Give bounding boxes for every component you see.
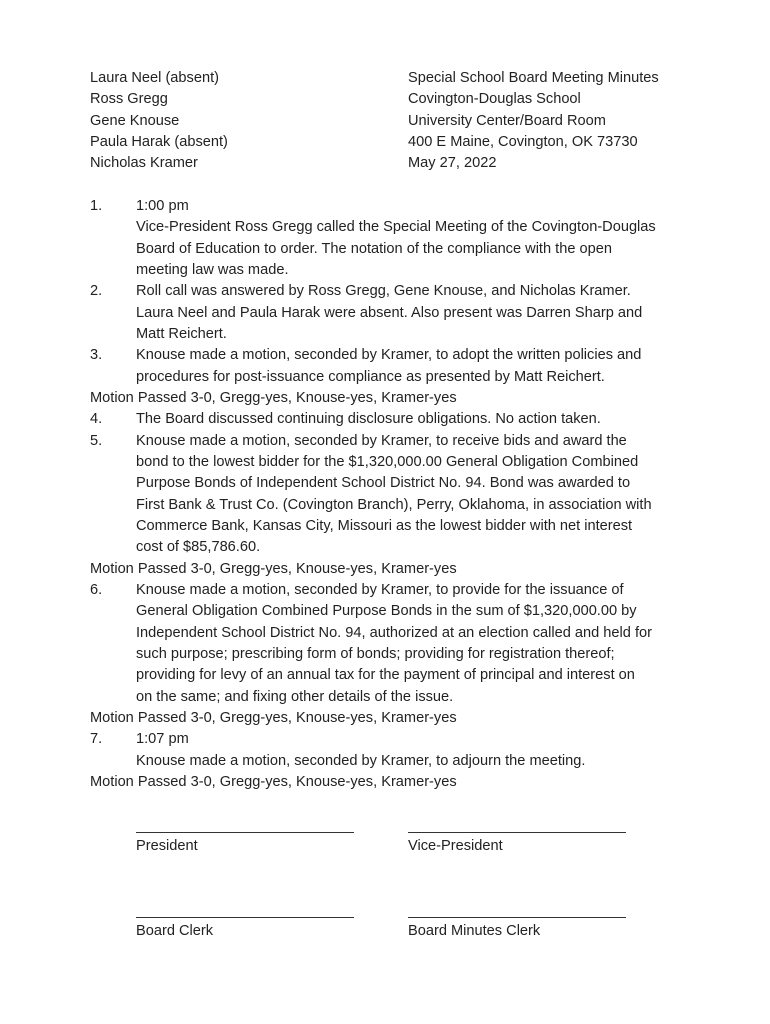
motion-result: Motion Passed 3-0, Gregg-yes, Knouse-yes, Kramer-yes: [90, 561, 457, 577]
item-text-line: Board of Education to order. The notation of the compliance with the open: [136, 241, 612, 257]
item-text-line: 1:00 pm: [136, 198, 189, 214]
item-text-line: The Board discussed continuing disclosure obligations. No action taken.: [136, 411, 601, 427]
item-text-line: Laura Neel and Paula Harak were absent. Also present was Darren Sharp and: [136, 305, 643, 321]
item-number: 1.: [90, 198, 103, 214]
minutes-clerk-label: Board Minutes Clerk: [408, 923, 541, 939]
item-text-line: on the same; and fixing other details of the issue.: [136, 689, 454, 705]
item-text-line: meeting law was made.: [136, 262, 289, 278]
item-number: 7.: [90, 731, 103, 747]
attendee-name: Laura Neel (absent): [90, 70, 219, 86]
item-number: 4.: [90, 411, 103, 427]
motion-result: Motion Passed 3-0, Gregg-yes, Knouse-yes, Kramer-yes: [90, 390, 457, 406]
item-number: 6.: [90, 582, 103, 598]
item-text-line: Commerce Bank, Kansas City, Missouri as the lowest bidder with net interest: [136, 518, 633, 534]
motion-result: Motion Passed 3-0, Gregg-yes, Knouse-yes, Kramer-yes: [90, 774, 457, 790]
item-text-line: such purpose; prescribing form of bonds; providing for registration thereof;: [136, 646, 615, 662]
item-text-line: First Bank & Trust Co. (Covington Branch), Perry, Oklahoma, in association with: [136, 497, 652, 513]
item-text-line: Vice-President Ross Gregg called the Special Meeting of the Covington-Douglas: [136, 219, 656, 235]
attendee-name: Ross Gregg: [90, 91, 168, 107]
motion-result: Motion Passed 3-0, Gregg-yes, Knouse-yes, Kramer-yes: [90, 710, 457, 726]
attendee-name: Paula Harak (absent): [90, 134, 228, 150]
attendee-name: Gene Knouse: [90, 113, 180, 129]
item-number: 5.: [90, 433, 103, 449]
item-text-line: bond to the lowest bidder for the $1,320,000.00 General Obligation Combined: [136, 454, 639, 470]
meeting-date: May 27, 2022: [408, 155, 497, 171]
item-text-line: cost of $85,786.60.: [136, 539, 261, 555]
item-text-line: Knouse made a motion, seconded by Kramer, to provide for the issuance of: [136, 582, 624, 598]
item-text-line: 1:07 pm: [136, 731, 189, 747]
item-text-line: procedures for post-issuance compliance as presented by Matt Reichert.: [136, 369, 605, 385]
vice-president-signature-line: [408, 832, 626, 833]
item-number: 3.: [90, 347, 103, 363]
document-title: Special School Board Meeting Minutes: [408, 70, 659, 86]
president-label: President: [136, 838, 198, 854]
item-text-line: Knouse made a motion, seconded by Kramer, to adopt the written policies and: [136, 347, 642, 363]
board-clerk-signature-line: [136, 917, 354, 918]
board-clerk-label: Board Clerk: [136, 923, 214, 939]
item-text-line: General Obligation Combined Purpose Bonds in the sum of $1,320,000.00 by: [136, 603, 637, 619]
meeting-address: 400 E Maine, Covington, OK 73730: [408, 134, 638, 150]
item-text-line: Independent School District No. 94, authorized at an election called and held for: [136, 625, 652, 641]
item-text-line: Roll call was answered by Ross Gregg, Gene Knouse, and Nicholas Kramer.: [136, 283, 631, 299]
president-signature-line: [136, 832, 354, 833]
item-text-line: providing for levy of an annual tax for the payment of principal and interest on: [136, 667, 635, 683]
school-name: Covington-Douglas School: [408, 91, 581, 107]
item-text-line: Knouse made a motion, seconded by Kramer, to adjourn the meeting.: [136, 753, 586, 769]
attendee-name: Nicholas Kramer: [90, 155, 198, 171]
item-text-line: Purpose Bonds of Independent School District No. 94. Bond was awarded to: [136, 475, 631, 491]
item-text-line: Knouse made a motion, seconded by Kramer, to receive bids and award the: [136, 433, 627, 449]
item-text-line: Matt Reichert.: [136, 326, 227, 342]
meeting-location: University Center/Board Room: [408, 113, 606, 129]
minutes-clerk-signature-line: [408, 917, 626, 918]
item-number: 2.: [90, 283, 103, 299]
vice-president-label: Vice-President: [408, 838, 503, 854]
